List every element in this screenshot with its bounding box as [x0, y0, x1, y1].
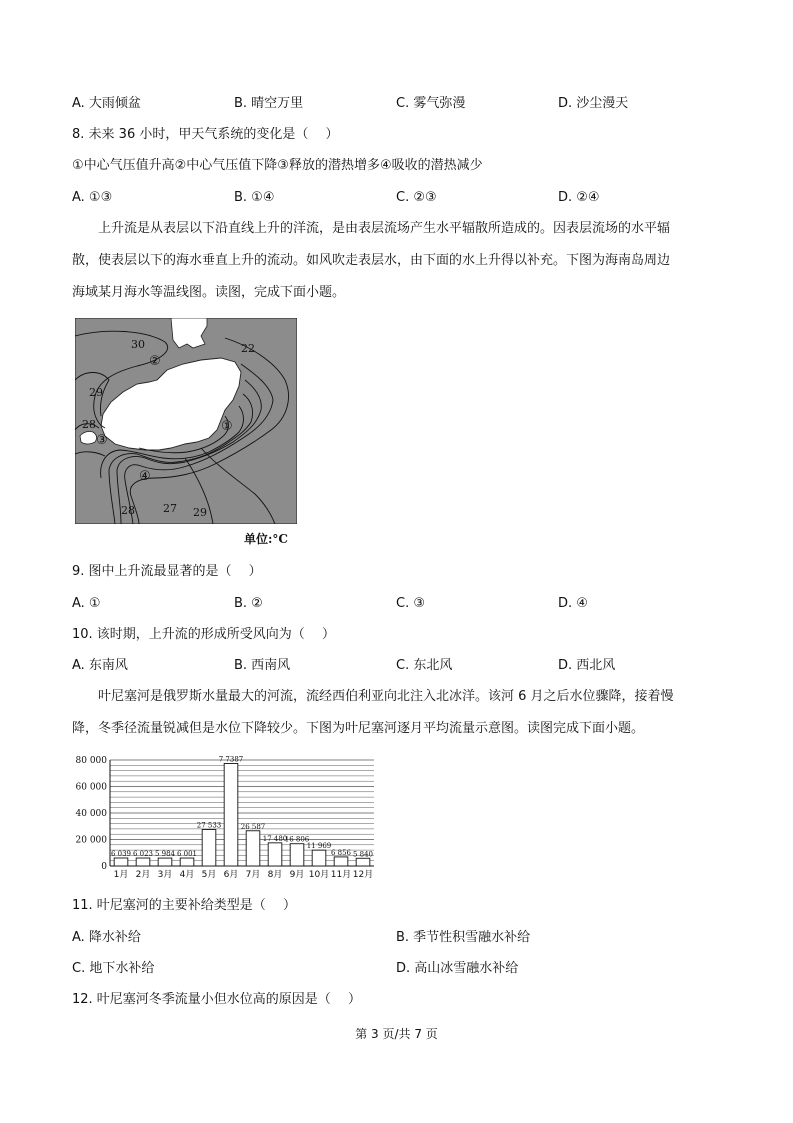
q12-stem: 12. 叶尼塞河冬季流量小但水位高的原因是（ ）: [72, 992, 361, 1007]
bar: [356, 858, 370, 866]
x-tick-label: 8月: [267, 870, 283, 880]
data-label: 16 806: [284, 835, 310, 844]
bar: [202, 830, 216, 866]
data-label: 5 840: [352, 850, 374, 859]
isotherm-label-29-west: 29: [89, 386, 103, 399]
marker-1: ①: [221, 419, 233, 434]
q8-option-d: D. ②④: [558, 190, 600, 205]
bar: [268, 843, 282, 866]
bar: [312, 850, 326, 866]
x-tick-label: 6月: [223, 870, 239, 880]
data-label: 27 533: [196, 821, 222, 830]
bar: [224, 763, 238, 866]
q11-option-d: D. 高山冰雪融水补给: [396, 961, 519, 976]
isotherm-label-29-south: 29: [193, 506, 207, 519]
x-tick-label: 5月: [201, 870, 217, 880]
q10-option-c: C. 东北风: [396, 658, 453, 673]
q7-option-b: B. 晴空万里: [234, 96, 304, 111]
q11-stem: 11. 叶尼塞河的主要补给类型是（ ）: [72, 898, 296, 913]
x-tick-label: 1月: [113, 870, 129, 880]
x-tick-label: 11月: [330, 870, 352, 880]
data-label: 26 587: [240, 822, 266, 831]
map-unit-label: 单位:°C: [244, 532, 288, 546]
marker-2: ②: [149, 354, 161, 369]
x-tick-label: 3月: [157, 870, 173, 880]
y-tick-label: 60 000: [75, 782, 107, 793]
y-tick-label: 80 000: [75, 756, 107, 766]
page-footer: 第 3 页/共 7 页: [355, 1027, 438, 1041]
mainland-land: [171, 318, 207, 348]
q7-option-c: C. 雾气弥漫: [396, 96, 466, 111]
bar: [158, 858, 172, 866]
q11-option-c: C. 地下水补给: [72, 961, 155, 976]
q11-option-a: A. 降水补给: [72, 930, 141, 945]
isotherm-map-svg: [75, 318, 297, 524]
x-tick-label: 2月: [135, 870, 151, 880]
q8-stem: 8. 未来 36 小时，甲天气系统的变化是（ ）: [72, 127, 339, 142]
data-label: 6 039: [110, 849, 132, 858]
passage2-line2: 降，冬季径流量锐减但是水位下降较少。下图为叶尼塞河逐月平均流量示意图。读图完成下面小题。: [72, 721, 645, 736]
y-tick-label: 20 000: [75, 835, 107, 846]
q9-option-c: C. ③: [396, 596, 425, 611]
x-tick-label: 4月: [179, 870, 195, 880]
q9-option-b: B. ②: [234, 596, 263, 611]
q9-option-a: A. ①: [72, 596, 101, 611]
y-tick-label: 40 000: [75, 809, 107, 819]
data-label: 6 856: [330, 848, 352, 857]
passage1-line3: 海域某月海水等温线图。读图，完成下面小题。: [72, 285, 346, 300]
isotherm-label-30: 30: [131, 338, 145, 351]
isotherm-label-28-west: 28: [82, 418, 96, 431]
passage1-line2: 散，使表层以下的海水垂直上升的流动。如风吹走表层水，由下面的水上升得以补充。下图为海南岛周边: [72, 253, 671, 268]
small-island: [80, 432, 97, 445]
isotherm-map: [75, 318, 297, 524]
q8-option-b: B. ①④: [234, 190, 275, 205]
marker-4: ④: [139, 469, 151, 484]
bar: [290, 844, 304, 866]
data-label: 5 984: [154, 850, 176, 859]
passage2-line1: 叶尼塞河是俄罗斯水量最大的河流，流经西伯利亚向北注入北冰洋。该河 6 月之后水位骤降，接着慢: [98, 689, 674, 704]
bar: [246, 831, 260, 866]
q8-option-a: A. ①③: [72, 190, 113, 205]
x-tick-label: 10月: [308, 870, 330, 880]
q10-option-a: A. 东南风: [72, 658, 128, 673]
isotherm-label-27: 27: [163, 502, 177, 515]
q10-option-b: B. 西南风: [234, 658, 291, 673]
q7-option-a: A. 大雨倾盆: [72, 96, 141, 111]
data-label: 6 023: [132, 850, 154, 859]
q10-stem: 10. 该时期，上升流的形成所受风向为（ ）: [72, 627, 335, 642]
flow-chart-svg: [72, 748, 382, 888]
q8-choices: ①中心气压值升高②中心气压值下降③释放的潜热增多④吸收的潜热减少: [72, 158, 483, 173]
q10-option-d: D. 西北风: [558, 658, 616, 673]
passage1-line1: 上升流是从表层以下沿直线上升的洋流，是由表层流场产生水平辐散所造成的。因表层流场的水平辐: [98, 221, 671, 236]
q7-option-d: D. 沙尘漫天: [558, 96, 629, 111]
data-label: 11 969: [306, 842, 332, 851]
bar: [180, 858, 194, 866]
bar: [334, 857, 348, 866]
isotherm-label-22: 22: [241, 342, 255, 355]
bar: [136, 858, 150, 866]
data-label: 17 480: [262, 834, 288, 843]
x-tick-label: 12月: [352, 870, 374, 880]
q9-stem: 9. 图中上升流最显著的是（ ）: [72, 564, 262, 579]
q11-option-b: B. 季节性积雪融水补给: [396, 930, 531, 945]
data-label: 7 7387: [218, 755, 244, 764]
q8-option-c: C. ②③: [396, 190, 437, 205]
q9-option-d: D. ④: [558, 596, 588, 611]
flow-chart: [72, 748, 382, 888]
isotherm-label-28-south: 28: [121, 504, 135, 517]
y-tick-label: 0: [101, 862, 107, 872]
bar: [114, 858, 128, 866]
x-tick-label: 9月: [289, 870, 305, 880]
marker-3: ③: [96, 433, 108, 448]
x-tick-label: 7月: [245, 870, 261, 880]
data-label: 6 001: [176, 850, 198, 859]
